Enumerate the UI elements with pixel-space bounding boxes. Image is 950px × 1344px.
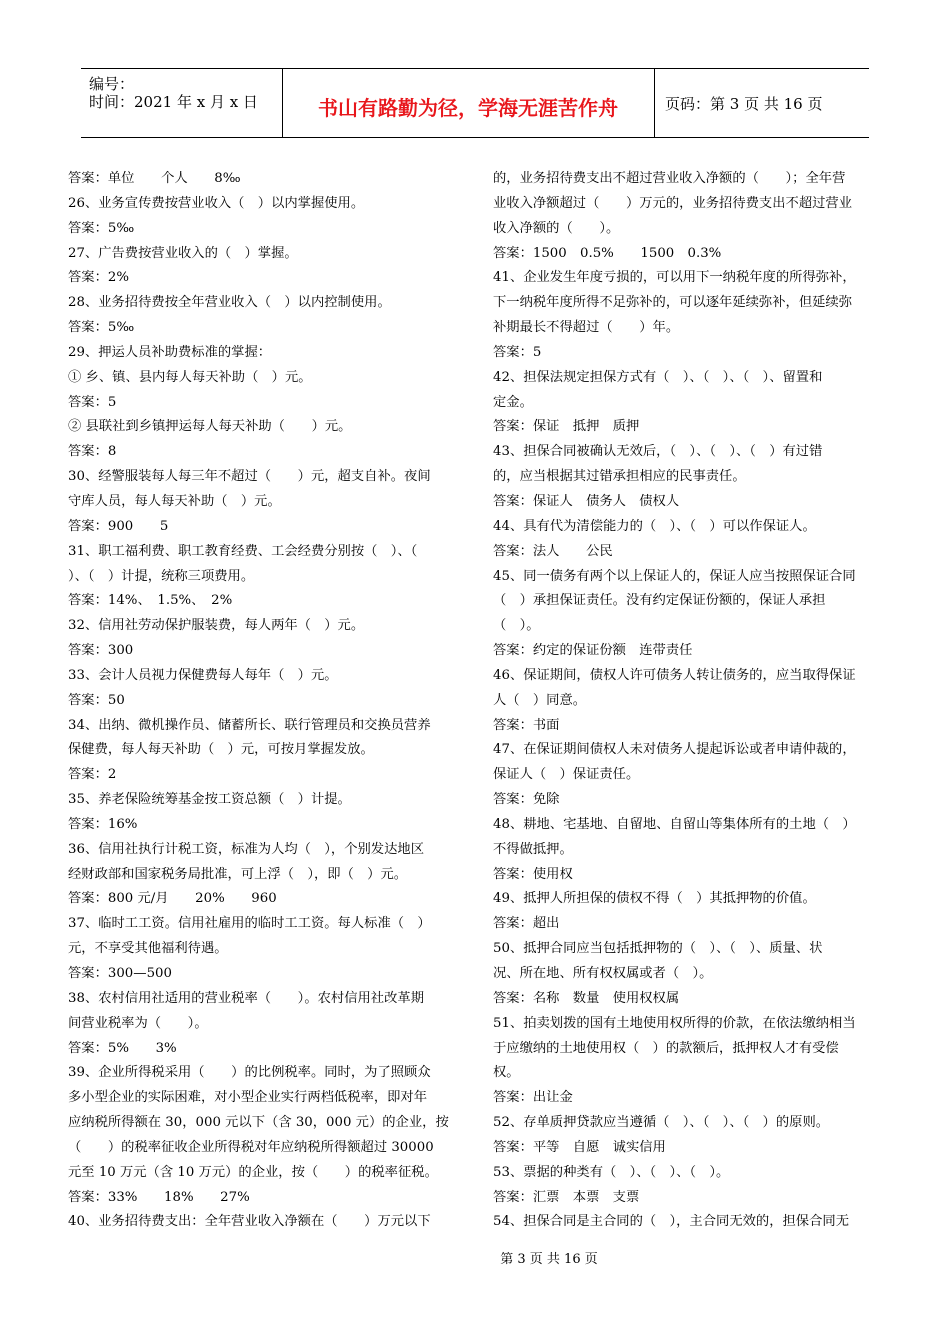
text-line: 40、业务招待费支出：全年营业收入净额在（ ）万元以下: [68, 1214, 431, 1230]
text-line: 29、押运人员补助费标准的掌握：: [68, 344, 272, 360]
text-line: 答案：名称 数量 使用权权属: [493, 990, 680, 1006]
text-line: 答案：900 5: [68, 518, 169, 534]
text-line: 的，业务招待费支出不超过营业收入净额的（ ）；全年营: [493, 171, 846, 186]
document-date: 时间：2021 年 x 月 x 日: [89, 93, 258, 111]
motto-text: 书山有路勤为径，学海无涯苦作舟: [318, 96, 618, 120]
text-line: 46、保证期间，债权人许可债务人转让债务的，应当取得保证: [493, 667, 856, 683]
text-line: 答案：法人 公民: [493, 543, 613, 559]
text-line: 答案：16%: [68, 816, 138, 832]
text-line: 答案：300—500: [68, 966, 172, 981]
text-line: ② 县联社到乡镇押运每人每天补助（ ）元。: [68, 419, 352, 435]
text-line: 34、出纳、微机操作员、储蓄所长、联行管理员和交换员营养: [68, 717, 431, 733]
text-line: 收入净额的（ ）。: [493, 220, 620, 236]
text-line: 54、担保合同是主合同的（ ），主合同无效的，担保合同无: [493, 1214, 849, 1230]
text-line: 答案：5% 3%: [68, 1040, 177, 1056]
text-line: 44、具有代为清偿能力的（ ）、（ ）可以作保证人。: [493, 518, 816, 534]
text-line: 27、广告费按营业收入的（ ）掌握。: [68, 245, 298, 261]
text-line: 50、抵押合同应当包括抵押物的（ ）、（ ）、质量、状: [493, 941, 823, 957]
text-line: 答案：免除: [493, 792, 560, 808]
text-line: 43、担保合同被确认无效后，（ ）、（ ）、（ ）有过错: [493, 444, 823, 460]
text-line: 37、临时工工资。信用社雇用的临时工工资。每人标准（ ）: [68, 916, 431, 932]
text-line: 保证人（ ）保证责任。: [493, 767, 640, 783]
text-line: 26、业务宣传费按营业收入（ ）以内掌握使用。: [68, 195, 365, 211]
text-line: 保健费，每人每天补助（ ）元，可按月掌握发放。: [68, 742, 374, 758]
text-line: 多小型企业的实际困难，对小型企业实行两档低税率，即对年: [68, 1090, 428, 1106]
text-line: 答案：5: [493, 344, 542, 360]
text-line: 答案：50: [68, 692, 125, 708]
text-line: 答案：使用权: [493, 866, 573, 882]
text-line: 答案：出让金: [493, 1090, 573, 1106]
text-line: 人（ ）同意。: [493, 692, 587, 708]
text-line: 30、经警服装每人每三年不超过（ ）元，超支自补。夜间: [68, 469, 431, 485]
text-line: 答案：保证 抵押 质押: [493, 419, 640, 435]
text-line: 经财政部和国家税务局批准，可上浮（ ），即（ ）元。: [68, 866, 408, 882]
text-line: 答案：单位 个人 8‰: [68, 171, 241, 186]
text-line: 31、职工福利费、职工教育经费、工会经费分别按（ ）、（: [68, 543, 418, 559]
text-line: （ ）。: [493, 618, 540, 634]
text-line: 答案：33% 18% 27%: [68, 1189, 250, 1205]
text-line: （ ）承担保证责任。没有约定保证份额的，保证人承担: [493, 593, 826, 609]
left-column: [68, 167, 460, 1235]
text-line: 答案：5‰: [68, 220, 135, 236]
text-line: 答案：1500 0.5% 1500 0.3%: [493, 245, 722, 261]
text-line: 38、农村信用社适用的营业税率（ ）。农村信用社改革期: [68, 990, 424, 1006]
text-line: 51、拍卖划拨的国有土地使用权所得的价款，在依法缴纳相当: [493, 1015, 856, 1031]
text-line: 答案：平等 自愿 诚实信用: [493, 1139, 666, 1155]
text-line: 52、存单质押贷款应当遵循（ ）、（ ）、（ ）的原则。: [493, 1115, 830, 1131]
text-line: 况、所在地、所有权权属或者（ ）。: [493, 966, 713, 981]
text-line: 不得做抵押。: [493, 841, 573, 857]
text-line: 答案：超出: [493, 916, 560, 932]
text-line: 答案：2: [68, 767, 117, 783]
page-header: [81, 68, 869, 138]
text-line: 间营业税率为（ ）。: [68, 1015, 208, 1031]
text-line: 元至 10 万元（含 10 万元）的企业，按（ ）的税率征税。: [68, 1164, 438, 1180]
text-line: 答案：汇票 本票 支票: [493, 1189, 640, 1205]
text-line: 于应缴纳的土地使用权（ ）的款额后，抵押权人才有受偿: [493, 1040, 839, 1056]
text-line: 41、企业发生年度亏损的，可以用下一纳税年度的所得弥补，: [493, 270, 856, 286]
text-line: 定金。: [493, 394, 533, 410]
text-line: 答案：约定的保证份额 连带责任: [493, 643, 693, 659]
text-line: 36、信用社执行计税工资，标准为人均（ ），个别发达地区: [68, 841, 424, 857]
header-page-cell: [655, 69, 869, 137]
header-motto-cell: [282, 69, 655, 137]
text-line: 下一纳税年度所得不足弥补的，可以逐年延续弥补，但延续弥: [493, 295, 853, 311]
text-line: 答案：2%: [68, 270, 129, 286]
text-line: 45、同一债务有两个以上保证人的，保证人应当按照保证合同: [493, 568, 856, 584]
text-line: 答案：保证人 债务人 债权人: [493, 493, 680, 509]
text-line: 答案：300: [68, 643, 134, 659]
page-footer: 第 3 页 共 16 页: [500, 1252, 598, 1267]
header-page-info: 页码：第 3 页 共 16 页: [665, 95, 823, 113]
text-line: 32、信用社劳动保护服装费，每人两年（ ）元。: [68, 618, 365, 634]
text-line: 42、担保法规定担保方式有（ ）、（ ）、（ ）、留置和: [493, 369, 823, 385]
text-line: 的，应当根据其过错承担相应的民事责任。: [493, 469, 746, 485]
text-line: ① 乡、镇、县内每人每天补助（ ）元。: [68, 369, 312, 385]
text-line: 答案：14%、 1.5%、 2%: [68, 593, 233, 609]
text-line: 答案：5‰: [68, 320, 135, 336]
text-line: 35、养老保险统筹基金按工资总额（ ）计提。: [68, 792, 351, 808]
text-line: ）、（ ）计提，统称三项费用。: [68, 568, 255, 584]
text-line: 补期最长不得超过（ ）年。: [493, 320, 680, 336]
text-line: 53、票据的种类有（ ）、（ ）、（ ）。: [493, 1164, 730, 1180]
text-line: 33、会计人员视力保健费每人每年（ ）元。: [68, 667, 338, 683]
text-line: 元，不享受其他福利待遇。: [68, 941, 228, 957]
text-line: 28、业务招待费按全年营业收入（ ）以内控制使用。: [68, 295, 391, 311]
text-line: 39、企业所得税采用（ ）的比例税率。同时，为了照顾众: [68, 1065, 431, 1081]
text-line: 业收入净额超过（ ）万元的，业务招待费支出不超过营业: [493, 195, 853, 211]
header-info-cell: [81, 69, 283, 137]
text-line: 答案：书面: [493, 717, 560, 733]
text-line: 49、抵押人所担保的债权不得（ ）其抵押物的价值。: [493, 891, 816, 907]
text-line: 答案：8: [68, 444, 117, 460]
right-column: [493, 167, 885, 1235]
text-line: 守库人员，每人每天补助（ ）元。: [68, 493, 281, 509]
text-line: （ ）的税率征收企业所得税对年应纳税所得额超过 30000: [68, 1139, 434, 1155]
text-line: 答案：5: [68, 394, 117, 410]
text-line: 权。: [493, 1065, 520, 1081]
document-number-label: 编号：: [89, 75, 135, 93]
text-line: 48、耕地、宅基地、自留地、自留山等集体所有的土地（ ）: [493, 816, 856, 832]
text-line: 应纳税所得额在 30，000 元以下（含 30，000 元）的企业，按: [68, 1115, 449, 1131]
text-line: 47、在保证期间债权人未对债务人提起诉讼或者申请仲裁的，: [493, 742, 856, 758]
text-line: 答案：800 元/月 20% 960: [68, 891, 277, 907]
